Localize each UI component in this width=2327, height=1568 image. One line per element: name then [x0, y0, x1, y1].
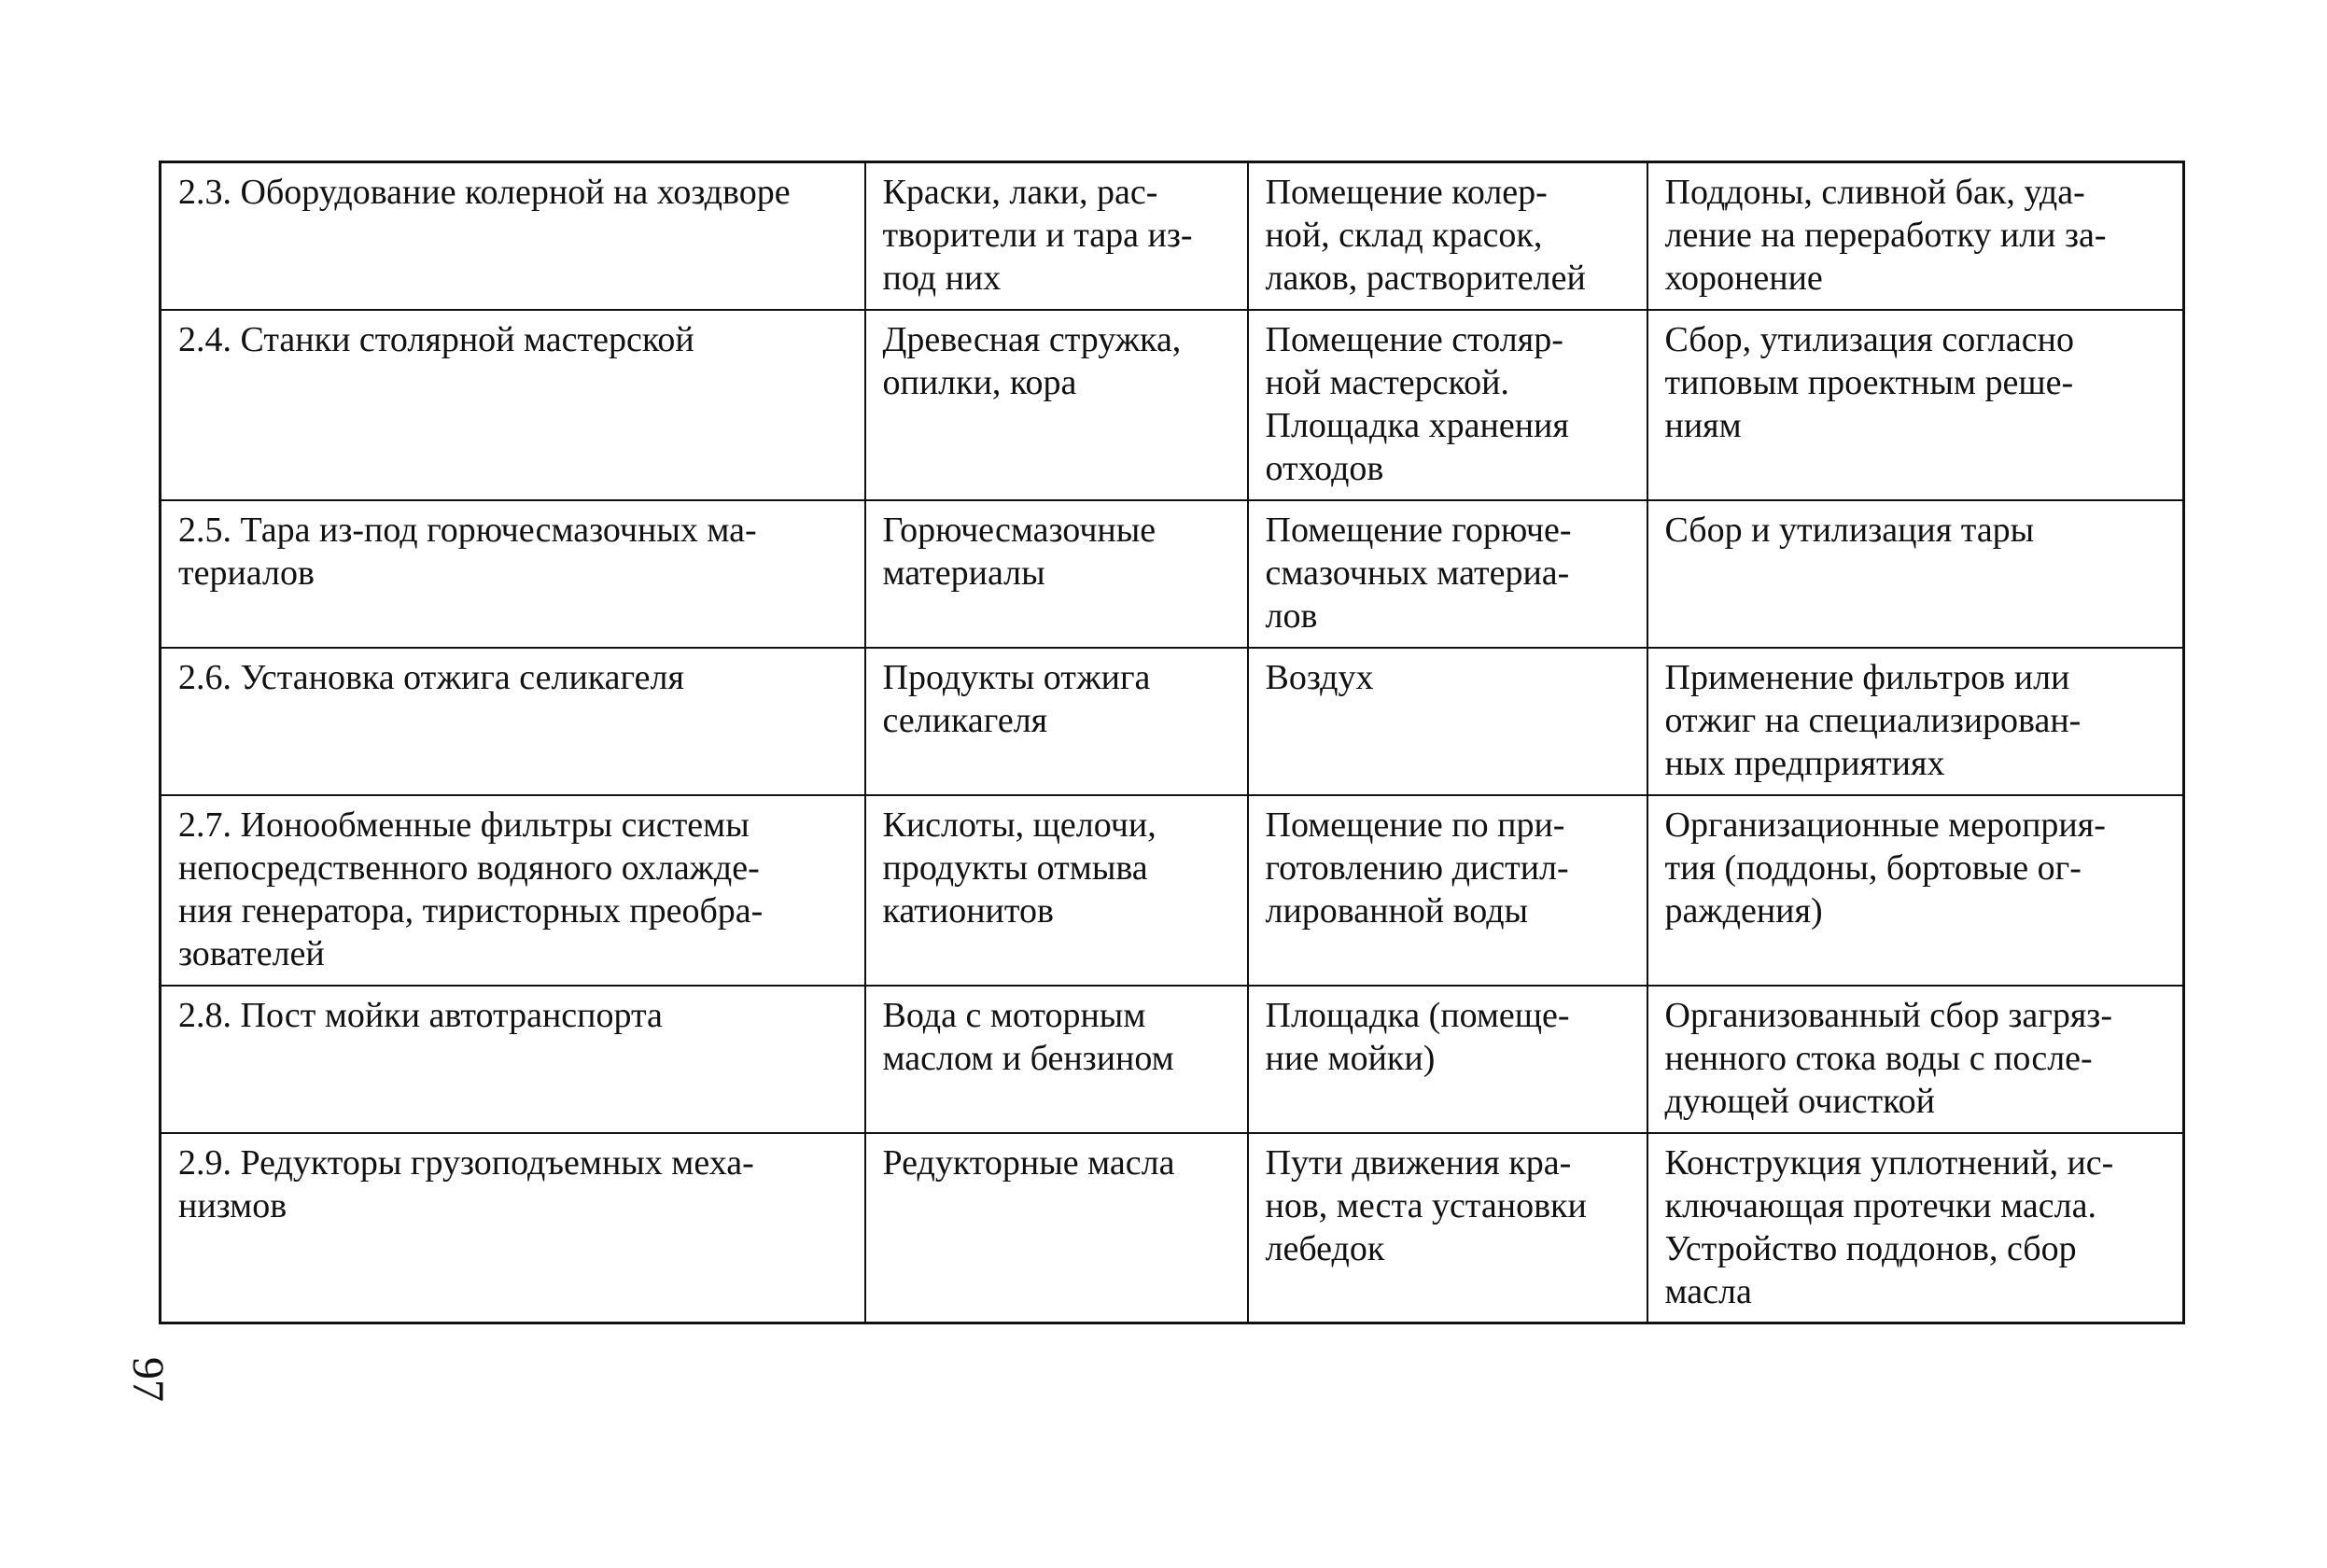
table-row [161, 1133, 2184, 1323]
waste-cell: Вода с моторным маслом и бензином [865, 986, 1248, 1133]
waste-cell: Краски, лаки, рас- творители и тара из- под них [865, 162, 1248, 310]
table-row [161, 162, 2184, 310]
waste-cell: Продукты отжига селикагеля [865, 648, 1248, 795]
location-cell: Пути движения кра- нов, места установки лебедок [1248, 1133, 1647, 1323]
table-row [161, 310, 2184, 500]
source-cell: 2.3. Оборудование колерной на хоздворе [161, 162, 865, 310]
waste-cell: Древесная стружка, опилки, кора [865, 310, 1248, 500]
table-row [161, 648, 2184, 795]
table-row [161, 500, 2184, 648]
measures-cell: Организованный сбор загряз- ненного стока воды с после- дующей очисткой [1647, 986, 2184, 1133]
page-number: 97 [123, 1357, 173, 1402]
measures-cell: Конструкция уплотнений, ис- ключающая протечки масла. Устройство поддонов, сбор масла [1647, 1133, 2184, 1323]
source-cell: 2.7. Ионообменные фильтры системы непосредственного водяного охлажде- ния генератора, тиристорных преобра- зователей [161, 795, 865, 986]
waste-cell: Редукторные масла [865, 1133, 1248, 1323]
measures-cell: Применение фильтров или отжиг на специализирован- ных предприятиях [1647, 648, 2184, 795]
location-cell: Площадка (помеще- ние мойки) [1248, 986, 1647, 1133]
source-cell: 2.8. Пост мойки автотранспорта [161, 986, 865, 1133]
source-cell: 2.6. Установка отжига селикагеля [161, 648, 865, 795]
location-cell: Воздух [1248, 648, 1647, 795]
source-cell: 2.4. Станки столярной мастерской [161, 310, 865, 500]
location-cell: Помещение по при- готовлению дистил- лированной воды [1248, 795, 1647, 986]
measures-cell: Сбор и утилизация тары [1647, 500, 2184, 648]
location-cell: Помещение столяр- ной мастерской. Площадка хранения отходов [1248, 310, 1647, 500]
source-cell: 2.5. Тара из-под горючесмазочных ма- териалов [161, 500, 865, 648]
measures-cell: Сбор, утилизация согласно типовым проектным реше- ниям [1647, 310, 2184, 500]
table-row [161, 986, 2184, 1133]
measures-cell: Поддоны, сливной бак, уда- ление на переработку или за- хоронение [1647, 162, 2184, 310]
table-row [161, 795, 2184, 986]
waste-cell: Кислоты, щелочи, продукты отмыва катионитов [865, 795, 1248, 986]
measures-cell: Организационные мероприя- тия (поддоны, бортовые ог- раждения) [1647, 795, 2184, 986]
waste-sources-table [159, 161, 2185, 1324]
source-cell: 2.9. Редукторы грузоподъемных меха- низмов [161, 1133, 865, 1323]
location-cell: Помещение горюче- смазочных материа- лов [1248, 500, 1647, 648]
waste-cell: Горючесмазочные материалы [865, 500, 1248, 648]
location-cell: Помещение колер- ной, склад красок, лаков, растворителей [1248, 162, 1647, 310]
